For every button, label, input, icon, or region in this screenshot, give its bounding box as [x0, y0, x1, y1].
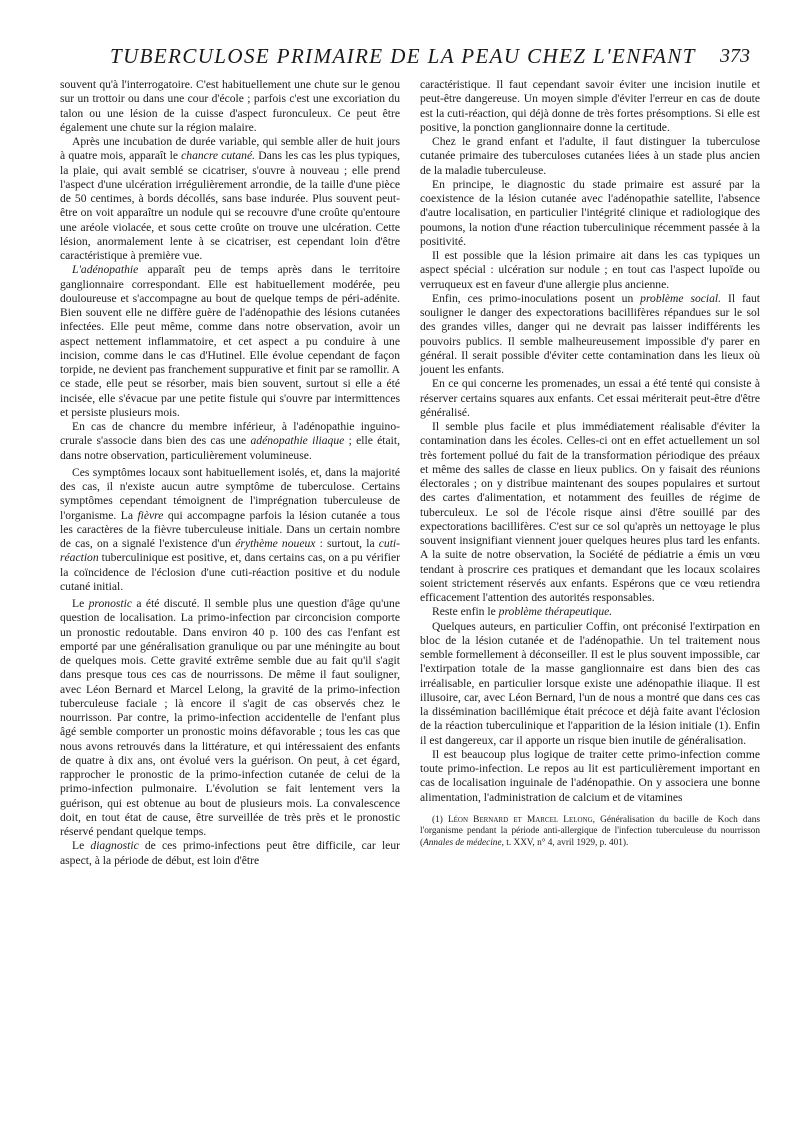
text-run: Enfin, ces primo-inoculations posent un	[432, 291, 641, 305]
text-run: qui accompagne parfois la lésion cutanée a tous les caractères de la fièvre tuberculeuse initiale. Dans un certain nombre de cas, on a signalé l'existence d'un	[60, 508, 400, 550]
paragraph	[60, 597, 400, 839]
text-run: a été discuté. Il semble plus une question d'âge qu'une question de localisation. La primo-infection par circoncision comporte un pronostic redoutable. Dans environ 40 p. 100 des cas l'enfant est emporté par une généralisation granulique ou par une méningite au bout de quelques mois. Cette gravité extrême semble due au fait qu'il s'agit dans presque tous ces cas de nourrissons. De même il faut souligner, avec Léon Bernard et Marcel Lelong, la gravité de la primo-infection tuberculeuse faciale ; là encore il s'agit de cas observés chez le nourrisson. Par contre, la primo-infection accidentelle de l'enfant plus âgé semble comporter un pronostic moins défavorable ; tous les cas que nous avons retrouvés dans la littérature, et qui intéressaient des enfants de quatre à dix ans, ont évolué vers la guérison. On peut, à cet égard, rapprocher le pronostic de la primo-infection cutanée de celui de la primo-infection pulmonaire. L'évolution se fait lentement vers la guérison, qui est obtenue au bout de plusieurs mois. La convalescence doit, en tout état de cause, être surveillée de très près et le pronostic réservé pendant quelque temps.	[60, 597, 400, 838]
left-column	[60, 78, 400, 868]
emphasis: problème social.	[640, 291, 722, 305]
emphasis: pronostic	[88, 597, 132, 610]
emphasis: érythème noueux	[235, 537, 316, 550]
paragraph: En ce qui concerne les promenades, un essai a été tenté qui consiste à réserver certains squares aux enfants. Cet essai mériterait peut-être d'être généralisé.	[420, 377, 760, 419]
paragraph: Il semble plus facile et plus immédiatement réalisable d'éviter la contamination dans les écoles. Celles-ci ont en effet actuellement un sol très fortement pollué du fait de la transformation périodique des préaux et même des salles de classe en lieux publics. On y faisait des réunions électorales ; on y distribue maintenant des soupes populaires et surtout des cartes d'alimentation, et notamment des feuilles de régime de tuberculeux. Le sol de l'école risque ainsi d'être souillé par des expectorations bacillifères. C'est sur ce sol qu'après un nettoyage le plus souvent insignifiant viennent jouer quelques heures plus tard les enfants. A la suite de notre observation, la Société de pédiatrie a émis un vœu tendant à proscrire ces pratiques et demandant que les locaux scolaires soient strictement réservés aux enfants. Espérons que ce vœu retiendra efficacement l'attention des autorités responsables.	[420, 420, 760, 604]
emphasis: fièvre	[137, 508, 164, 522]
paragraph	[420, 605, 760, 619]
emphasis: diagnostic	[90, 839, 139, 853]
paragraph: Il est possible que la lésion primaire ait dans les cas typiques un aspect spécial : ulcération sur nodule ; en tout cas l'aspect lupoïde ou verruqueux est en faveur d'une allergie plus ancienne.	[420, 249, 760, 291]
paragraph: Chez le grand enfant et l'adulte, il faut distinguer la tuberculose cutanée primaire des tuberculoses cutanées liées à un stade plus ancien de la maladie tuberculeuse.	[420, 135, 760, 177]
text-run: de ces primo-infections peut être difficile, car leur aspect, à la période de début, est loin d'être	[60, 839, 400, 867]
paragraph	[60, 135, 400, 263]
emphasis: adénopathie iliaque	[250, 434, 345, 448]
paragraph	[60, 839, 400, 868]
paragraph: Il est beaucoup plus logique de traiter cette primo-infection comme toute primo-infection. Le repos au lit est particulièrement important en cas de localisation inguinale de l'adénopathie. On y associera une bonne alimentation, l'administration de calcium et de vitamines	[420, 747, 760, 804]
text-run: : surtout, la	[315, 537, 379, 550]
paragraph: En principe, le diagnostic du stade primaire est assuré par la coexistence de la lésion cutanée avec l'adénopathie satellite, l'absence d'autre localisation, en particulier l'intégrité clinique et radiologique des poumons, la notion d'une réaction tuberculinique récemment passée à la positivité.	[420, 177, 760, 248]
text-run: Le	[72, 839, 91, 853]
text-run: apparaît peu de temps après dans le territoire ganglionnaire correspondant. Elle est habituellement modérée, peu douloureuse et s'accompagne au bout de quelque temps de péri-adénite. Bien souvent elle ne diffère guère de l'adénopathie des lésions cutanées infectées. Elle peut même, comme dans notre observation, avoir un aspect nettement inflammatoire, et cet aspect a pu conduire à une incision, comme dans le cas d'Hutinel. Elle évolue cependant de façon torpide, ne devient pas franchement suppurative et finit par se ramollir. A ce stade, elle peut se résorber, mais bien souvent, surtout si elle a été incisée, elle s'évacue par une petite fistule qui s'ouvre par intermittences et persiste plusieurs mois.	[60, 263, 400, 419]
emphasis: cuti-réaction	[60, 537, 401, 565]
footnote-marker: (1)	[432, 814, 448, 825]
running-title: TUBERCULOSE PRIMAIRE DE LA PEAU CHEZ L'ENFANT	[110, 44, 696, 68]
paragraph	[60, 263, 400, 420]
paragraph: Quelques auteurs, en particulier Coffin, ont préconisé l'extirpation en bloc de la lésion cutanée et de l'adénopathie. Un tel traitement nous semble formellement à déconseiller. Il est le plus souvent impossible, car l'extirpation totale de la masse ganglionnaire est dans bien des cas irréalisable, en particulier lorsque existe une adénopathie iliaque. Il est illusoire, car, avec Léon Bernard, l'un de nous a montré que dans ces cas la dissémination bacillémique était précoce et déjà faite avant l'éclosion de la réaction tuberculinique et l'apparition de la lésion initiale (1). Enfin il est dangereux, car il apporte un risque bien inutile de généralisation.	[420, 619, 760, 747]
page-header	[60, 44, 750, 76]
text-run: ; elle était, dans notre observation, particulièrement volumineuse.	[60, 434, 400, 462]
text-run: Après une incubation de durée variable, qui semble aller de huit jours à quatre mois, apparaît le	[60, 135, 400, 163]
footnote-authors: Léon Bernard et Marcel Lelong	[447, 814, 593, 825]
text-run: En cas de chancre du membre inférieur, à l'adénopathie inguino-crurale s'associe dans bien des cas une	[60, 420, 400, 448]
footnote-journal: Annales de médecine	[423, 837, 502, 848]
footnote	[420, 815, 760, 850]
paragraph	[60, 420, 400, 463]
page-number: 373	[720, 45, 750, 67]
text-run: Il faut souligner le danger des expectorations bacillifères répandues sur le sol des grandes villes, danger qui ne devrait pas laisser indifférents les pouvoirs publics. Il semble malheureusement impossible d'y parer en général. Il serait possible d'éviter cette contamination dans les lieux où jouent les enfants.	[420, 291, 760, 376]
text-run: Le	[72, 597, 89, 610]
text-run: Reste enfin le	[432, 605, 499, 619]
text-run: Dans les cas les plus typiques, la plaie, qui avait semblé se cicatriser, s'ouvre à nouveau ; elle prend l'aspect d'une ulcération irrégulièrement arrondie, de la taille d'une pièce de 50 centimes, à bords décollés, sans base indurée. Plus souvent peut-être on voit apparaître un nodule qui se recouvre d'une croûte qu'entoure une aréole violacée, et sous cette croûte on trouve une ulcération. Cette lésion, anormalement lente à se cicatriser, est cependant loin d'être caractéristique à première vue.	[60, 149, 400, 262]
right-column	[420, 78, 760, 850]
paragraph: souvent qu'à l'interrogatoire. C'est habituellement une chute sur le genou sur un trottoir ou dans une cour d'école ; parfois c'est une excoriation du talon ou une lésion de la cuisse d'aspect furonculeux. Ce peut être également une chute sur la région malaire.	[60, 78, 400, 134]
text-run: , Généralisation du bacille de Koch dans l'organisme pendant la période anti-allergique de l'infection tuberculeuse du nourrisson (	[420, 814, 760, 848]
emphasis: problème thérapeutique.	[498, 605, 613, 619]
emphasis: L'adénopathie	[72, 263, 139, 277]
paragraph: caractéristique. Il faut cependant savoir éviter une incision inutile et peut-être dangereuse. Un moyen simple d'éviter l'erreur en cas de doute est la cuti-réaction, qui déjà donne de très fortes présomptions. Si elle est positive, la ponction ganglionnaire donne la certitude.	[420, 78, 760, 134]
emphasis: chancre cutané.	[181, 149, 256, 163]
text-run: tuberculinique est positive, et, dans certains cas, on a pu vérifier la coïncidence de l'éclosion d'une cuti-réaction positive et du nodule cutané initial.	[60, 551, 400, 593]
text-run: Ces symptômes locaux sont habituellement isolés, et, dans la majorité des cas, il n'existe aucun autre symptôme de tuberculose. Certains symptômes cependant témoignent de l'imprégnation tuberculeuse de l'organisme. La	[60, 465, 400, 522]
paragraph	[420, 292, 760, 378]
paragraph	[60, 466, 400, 594]
text-run: , t. XXV, n° 4, avril 1929, p. 401).	[501, 837, 629, 848]
